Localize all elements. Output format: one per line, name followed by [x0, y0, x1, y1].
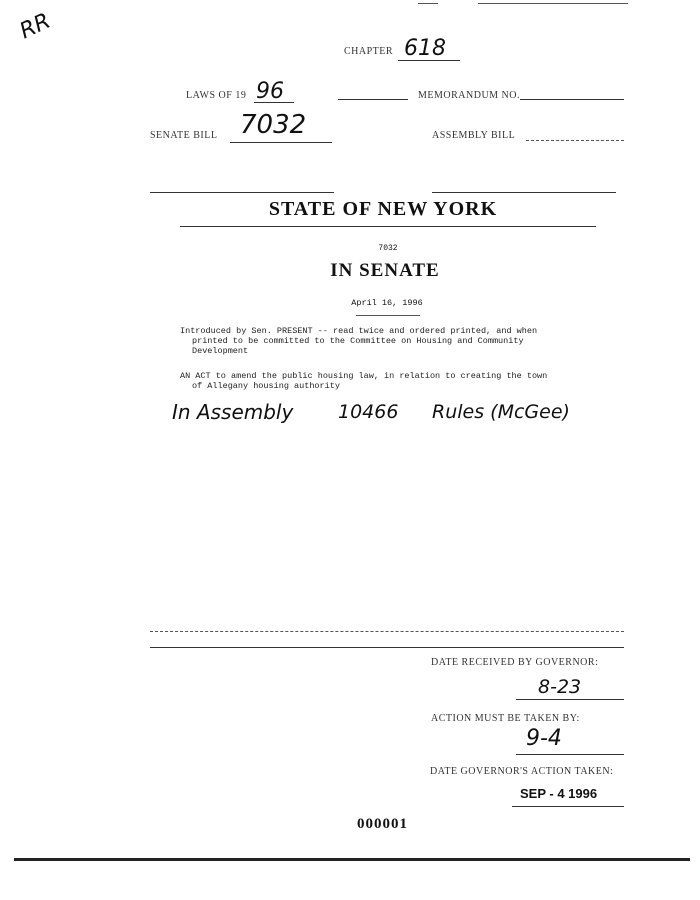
action-taken-stamp: SEP - 4 1996 [520, 786, 598, 801]
action-by-value: 9-4 [526, 726, 562, 751]
hand-assembly-number: 10466 [338, 401, 399, 423]
title-rule-right [432, 192, 616, 193]
action-taken-line [512, 806, 624, 807]
laws-label: LAWS OF 19 [186, 90, 247, 101]
introduced-paragraph [180, 326, 600, 356]
title-rule-under [180, 226, 596, 227]
introduced-line-3: Development [192, 346, 249, 356]
hand-rules-note: Rules (McGee) [432, 401, 570, 423]
lower-rule-2 [150, 647, 624, 648]
laws-underline [254, 102, 294, 103]
bill-number: 7032 [378, 244, 398, 253]
introduced-line-2: printed to be committed to the Committee on Housing and Community [192, 336, 524, 346]
bottom-border [14, 858, 690, 861]
chapter-label: CHAPTER [344, 46, 394, 57]
act-line-2: of Allegany housing authority [192, 381, 340, 391]
memo-line [520, 99, 624, 100]
title-rule-left [150, 192, 334, 193]
state-title: STATE OF NEW YORK [268, 198, 498, 220]
date-received-line [516, 699, 624, 700]
date-received-value: 8-23 [538, 676, 582, 698]
corner-initials: RR [16, 8, 55, 45]
laws-value: 96 [256, 79, 284, 104]
assembly-bill-line [526, 140, 624, 141]
introduced-line-1: Introduced by Sen. PRESENT -- read twice and ordered printed, and when [180, 326, 538, 336]
senate-bill-label: SENATE BILL [150, 130, 218, 141]
top-dash-mark [418, 3, 438, 4]
senate-bill-value: 7032 [240, 110, 307, 140]
page-number: 000001 [357, 816, 408, 832]
act-paragraph [180, 371, 600, 391]
senate-bill-underline [230, 142, 332, 143]
memo-label: MEMORANDUM NO. [418, 90, 521, 101]
act-line-1: AN ACT to amend the public housing law, in relation to creating the town [180, 371, 548, 381]
date-received-label: DATE RECEIVED BY GOVERNOR: [431, 657, 599, 668]
chapter-value: 618 [404, 36, 446, 61]
action-by-label: ACTION MUST BE TAKEN BY: [431, 713, 580, 724]
lower-rule-1 [150, 631, 624, 632]
top-line-mark [478, 3, 628, 4]
introduction-date: April 16, 1996 [351, 298, 423, 308]
laws-extra-line [338, 99, 408, 100]
hand-in-assembly: In Assembly [172, 400, 294, 424]
chamber-title: IN SENATE [330, 260, 440, 281]
action-taken-label: DATE GOVERNOR'S ACTION TAKEN: [430, 766, 614, 777]
chapter-underline [398, 60, 460, 61]
action-by-line [516, 754, 624, 755]
date-underline [356, 315, 420, 316]
assembly-bill-label: ASSEMBLY BILL [432, 130, 516, 141]
